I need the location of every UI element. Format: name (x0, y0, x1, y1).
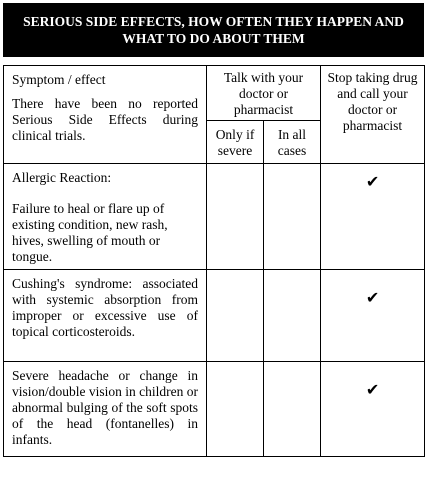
symptom-cell (4, 164, 207, 270)
title-line-1: SERIOUS SIDE EFFECTS, HOW OFTEN THEY HAPPEN AND (23, 14, 404, 29)
all-cases-cell (264, 164, 321, 270)
talk-header-label: Talk with your doctor or pharmacist (223, 70, 304, 117)
all-cases-cell (264, 362, 321, 457)
symptom-header-cell (4, 66, 207, 164)
only-severe-cell (207, 270, 264, 362)
symptom-title: Allergic Reaction: (12, 170, 112, 185)
symptom-header-note: There have been no reported Serious Side Effects during clinical trials. (12, 96, 198, 143)
all-cases-label: In all cases (277, 127, 307, 158)
header-row (4, 66, 425, 121)
table-title-banner (3, 3, 424, 57)
only-severe-label: Only if severe (215, 127, 255, 158)
stop-header-cell (321, 66, 425, 164)
only-severe-header (207, 121, 264, 164)
symptom-cell (4, 270, 207, 362)
all-cases-cell (264, 270, 321, 362)
only-severe-cell (207, 164, 264, 270)
check-mark-icon: ✔ (321, 362, 425, 457)
check-mark-icon: ✔ (321, 164, 425, 270)
check-mark-icon: ✔ (321, 270, 425, 362)
symptom-header-label: Symptom / effect (12, 72, 106, 87)
symptom-description: Failure to heal or flare up of existing condition, new rash, hives, swelling of mouth or tongue. (12, 201, 168, 264)
symptom-cell (4, 362, 207, 457)
talk-header-cell (207, 66, 321, 121)
stop-header-label: Stop taking drug and call your doctor or pharmacist (327, 70, 418, 133)
side-effects-table-container (3, 3, 424, 457)
table-row (4, 270, 425, 362)
symptom-description: Cushing's syndrome: associated with systemic absorption from improper or excessive use of topical corticosteroids. (12, 276, 198, 339)
title-line-2: WHAT TO DO ABOUT THEM (122, 31, 305, 46)
only-severe-cell (207, 362, 264, 457)
table-row (4, 362, 425, 457)
symptom-description: Severe headache or change in vision/double vision in children or abnormal bulging of the soft spots of the head (fontanelles) in infants. (12, 368, 198, 447)
side-effects-table (3, 65, 425, 457)
all-cases-header (264, 121, 321, 164)
table-row (4, 164, 425, 270)
